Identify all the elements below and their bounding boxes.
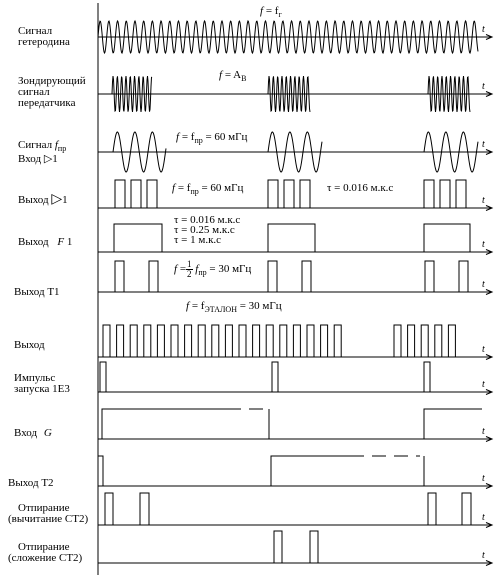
row-label-outF1: Выход F 1 [18,236,73,248]
inG-high-level [98,409,232,439]
unlock-sub-pulse [140,493,149,525]
out1-pulse [147,180,157,208]
outF1-pulse [114,224,162,252]
unlock-sub-pulse [105,493,113,525]
out-pulse [117,325,124,357]
outF1-pulse [424,224,470,252]
out1-pulse [300,180,310,208]
row-label-out: Выход [14,339,45,351]
out-pulse [394,325,401,357]
out-pulse [130,325,137,357]
outF1-pulse [268,224,315,252]
annotation-out1-freq: $f = f_{пр} = 60$ мГц [172,182,244,196]
out-pulse [421,325,428,357]
out1-pulse [268,180,278,208]
outT1-pulse [268,261,277,292]
row-label-outT1: Выход Т1 [14,286,60,298]
row-label-inG: Вход G [14,427,52,439]
outT1-pulse [149,261,158,292]
out-pulse [103,325,110,357]
out1-pulse [456,180,466,208]
unlock-sub-axis-t-label: t [482,512,485,523]
outT1-pulse [302,261,311,292]
annotation-etalon-freq: $f = f_{ЭТАЛОН} = 30$ мГц [186,300,282,314]
outT1-pulse [115,261,124,292]
start-pulse-axis-t-label: t [482,379,485,390]
out-pulse [185,325,192,357]
amplifier-triangle-icon: ▷ [51,192,63,207]
out-pulse [321,325,328,357]
probe-axis-t-label: t [482,81,485,92]
row-label-probe: Зондирующий сигнал передатчика [18,75,86,109]
out1-pulse [131,180,141,208]
out-pulse [198,325,205,357]
out-pulse [253,325,260,357]
out-axis-t-label: t [482,344,485,355]
out-pulse [225,325,232,357]
out1-pulse [424,180,434,208]
start-pulse-pulse [100,362,106,392]
out1-pulse [284,180,294,208]
annotation-tau-list: τ = 0.016 м.к.с τ = 0.25 м.к.с τ = 1 м.к.с [174,214,241,246]
out-pulse [266,325,273,357]
annotation-if-freq: $f = f_{пр} = 60$ мГц [176,131,248,145]
outF1-axis-t-label: t [482,239,485,250]
annotation-probe-freq: $f = A_В$ [219,69,247,83]
unlock-sub-pulse [462,493,471,525]
out-pulse [448,325,455,357]
out1-pulse [440,180,450,208]
out-pulse [307,325,314,357]
row-label-unlock-add: Отпирание (сложение СТ2) [8,541,83,564]
out-pulse [435,325,442,357]
out-pulse [334,325,341,357]
out-pulse [239,325,246,357]
annotation-heterodyne-freq: $f = f_г$ [260,5,282,19]
out-pulse [144,325,151,357]
annotation-half-freq: f = $\frac{1}{2}$ $f_{пр} = 30$ мГц [174,259,252,279]
if-signal-axis-t-label: t [482,139,485,150]
annotation-tau: τ = 0.016 м.к.с [327,182,394,194]
start-pulse-pulse [424,362,430,392]
outT2-start-pulse [98,456,103,486]
row-label-outT2: Выход Т2 [8,477,54,489]
outT2-high-level [271,456,350,486]
unlock-sub-pulse [428,493,436,525]
unlock-add-axis-t-label: t [482,550,485,561]
out-pulse [280,325,287,357]
outT1-axis-t-label: t [482,279,485,290]
out-pulse [212,325,219,357]
row-label-if-signal: Сигнал $f_{пр}$ Вход ▷1 [18,139,67,165]
heterodyne-axis-t-label: t [482,24,485,35]
row-label-heterodyne: Сигнал гетеродина [18,25,70,48]
start-pulse-pulse [272,362,278,392]
row-label-out1: Выход ▷1 [18,192,68,207]
unlock-add-pulse [310,531,318,563]
amplifier-triangle-icon: ▷ [43,153,53,165]
outT1-pulse [425,261,434,292]
out1-pulse [115,180,125,208]
outT1-pulse [459,261,468,292]
out-pulse [171,325,178,357]
row-label-start-pulse: Импульс запуска 1Е3 [14,372,70,395]
inG-axis-t-label: t [482,426,485,437]
row-label-unlock-sub: Отпирание (вычитание СТ2) [8,502,89,525]
out-pulse [157,325,164,357]
out-pulse [293,325,300,357]
out-pulse [408,325,415,357]
unlock-add-pulse [274,531,282,563]
outT2-axis-t-label: t [482,473,485,484]
inG-rise-edge [424,409,482,439]
out1-axis-t-label: t [482,195,485,206]
